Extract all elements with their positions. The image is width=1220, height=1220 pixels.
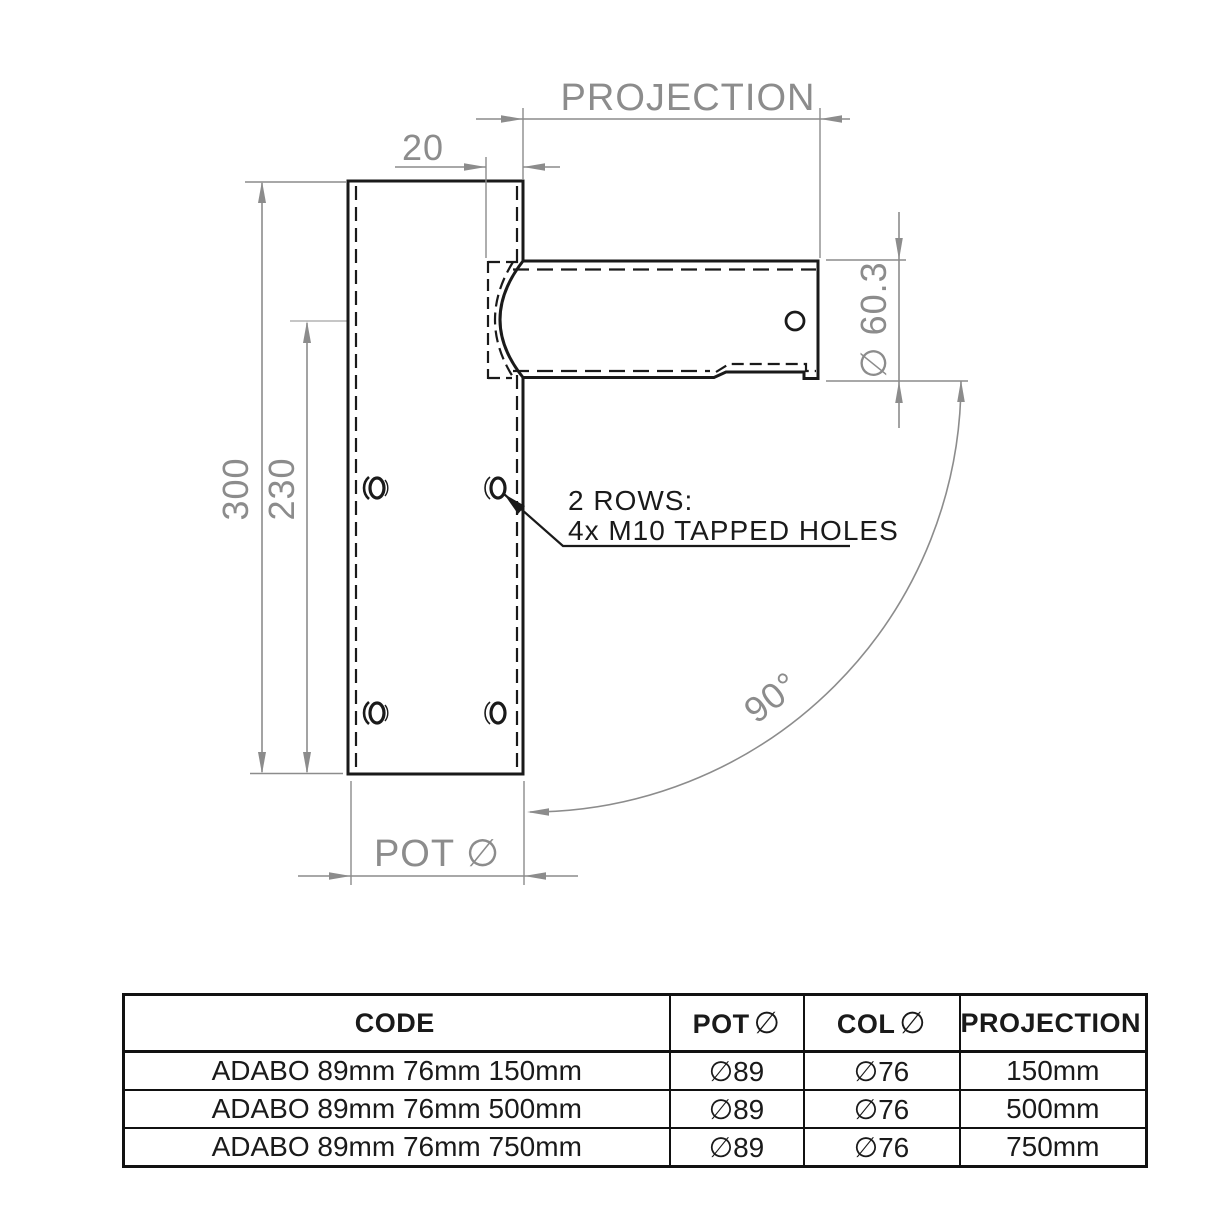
cell-code: ADABO 89mm 76mm 500mm	[124, 1090, 670, 1128]
col-header-code	[124, 995, 670, 1052]
spec-table-header-row	[124, 995, 1147, 1052]
col-header-projection	[960, 995, 1147, 1052]
cell-projection: 500mm	[960, 1090, 1147, 1128]
pot-diameter-label: POT ∅	[373, 833, 501, 875]
diameter-symbol	[435, 1006, 439, 1039]
col-header-pot-label: POT	[692, 1008, 750, 1039]
col-header-projection-label: PROJECTION	[960, 1008, 1142, 1038]
table-row	[124, 1128, 1147, 1167]
diameter-symbol: ∅	[753, 1006, 781, 1040]
offset-20-dim-label: 20	[401, 127, 445, 168]
dia-60-3-label: ∅ 60.3	[853, 261, 894, 379]
cell-pot-dia: ∅89	[670, 1090, 804, 1128]
dim-230-label: 230	[261, 457, 302, 521]
angle-arc	[530, 381, 961, 812]
dim-300-label: 300	[215, 457, 256, 521]
cell-code: ADABO 89mm 76mm 750mm	[124, 1128, 670, 1167]
cell-code: ADABO 89mm 76mm 150mm	[124, 1052, 670, 1091]
cell-pot-dia: ∅89	[670, 1052, 804, 1091]
col-header-col-label: COL	[836, 1008, 896, 1039]
col-header-code-label: CODE	[354, 1008, 435, 1038]
tube-end-hole	[786, 312, 804, 330]
cell-col-dia: ∅76	[804, 1052, 960, 1091]
holes-note-line2: 4x M10 TAPPED HOLES	[568, 515, 899, 546]
cell-pot-dia: ∅89	[670, 1128, 804, 1167]
projection-dim-label: PROJECTION	[560, 77, 816, 119]
col-header-pot-dia	[670, 995, 804, 1052]
cell-col-dia: ∅76	[804, 1128, 960, 1167]
table-row	[124, 1090, 1147, 1128]
angle-90-label: 90°	[736, 663, 807, 731]
cell-projection: 750mm	[960, 1128, 1147, 1167]
cell-col-dia: ∅76	[804, 1090, 960, 1128]
diameter-symbol: ∅	[899, 1006, 927, 1040]
spec-table	[122, 993, 1148, 1168]
col-header-col-dia	[804, 995, 960, 1052]
table-row	[124, 1052, 1147, 1091]
cell-projection: 150mm	[960, 1052, 1147, 1091]
holes-note-line1: 2 ROWS:	[568, 485, 694, 516]
col-tube-outline	[500, 261, 818, 379]
diameter-symbol	[1141, 1006, 1145, 1039]
